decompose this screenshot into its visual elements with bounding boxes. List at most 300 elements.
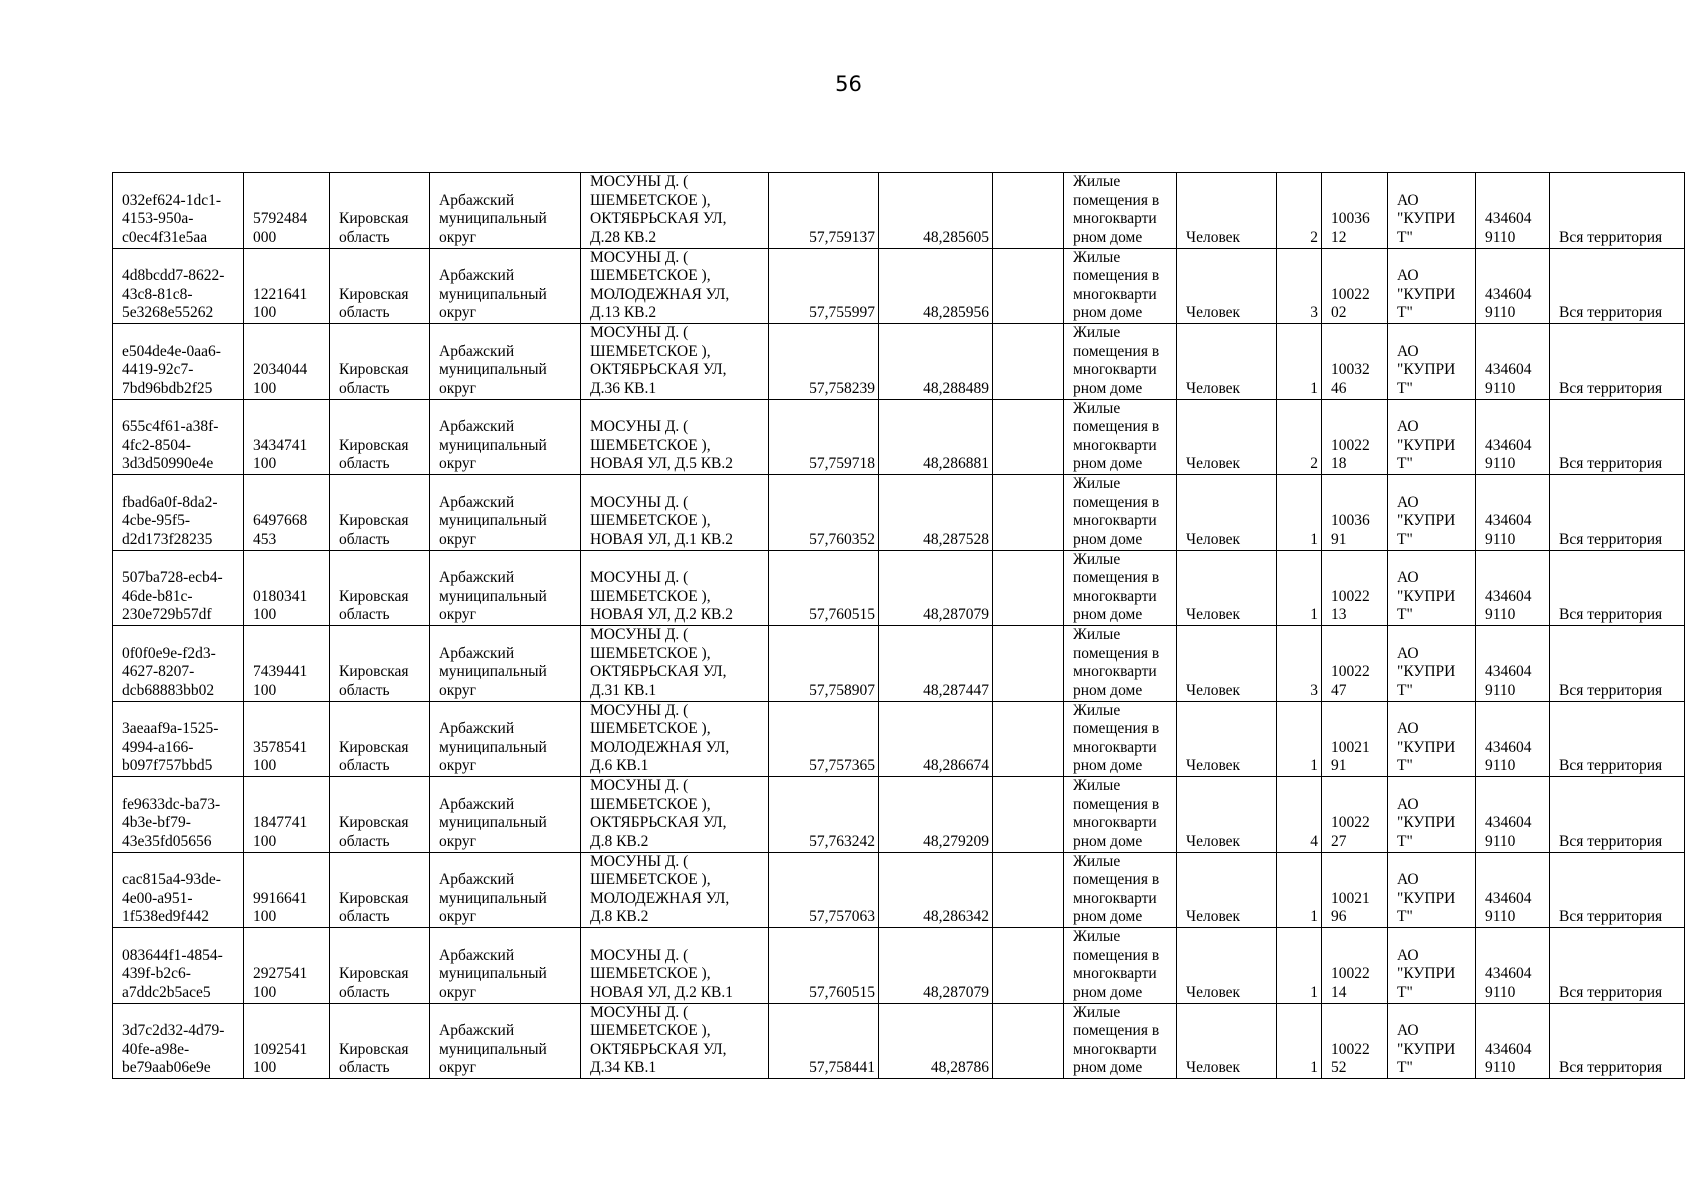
object-type-cell-line: Жилые: [1073, 475, 1121, 493]
district-cell-line: Арбажский: [439, 946, 515, 964]
inn-cell: [1476, 248, 1550, 324]
object-type-cell-line: Жилые: [1073, 248, 1121, 266]
code-cell-line: 1092541: [253, 1040, 308, 1058]
code-cell: [244, 399, 330, 475]
region-cell-line: область: [339, 983, 390, 1001]
longitude-cell: 48,285605: [879, 173, 993, 249]
object-id-cell-line: 083644f1-4854-: [122, 946, 223, 964]
object-id-cell-line: a7ddc2b5ace5: [122, 983, 211, 1001]
number-cell: [1322, 852, 1388, 928]
address-cell: [581, 1003, 769, 1079]
object-type-cell-line: помещения в: [1073, 795, 1160, 813]
empty-cell: [993, 324, 1064, 400]
object-id-cell: [113, 852, 244, 928]
inn-cell-line: 434604: [1485, 738, 1532, 756]
number-cell: [1322, 248, 1388, 324]
address-cell-line: МОСУНЫ Д. (: [590, 418, 689, 436]
table-row: [113, 475, 1685, 551]
object-type-cell-line: Жилые: [1073, 852, 1121, 870]
address-cell-line: ШЕМБЕТСКОЕ ),: [590, 644, 711, 662]
object-type-cell-line: многокварти: [1073, 889, 1157, 907]
number-cell: [1322, 701, 1388, 777]
address-cell-line: Д.6 КВ.1: [590, 757, 649, 775]
organization-cell-line: Т": [1397, 606, 1413, 624]
table-row: [113, 777, 1685, 853]
code-cell-line: 1847741: [253, 814, 308, 832]
latitude-cell: 57,763242: [769, 777, 879, 853]
object-id-cell: [113, 248, 244, 324]
inn-cell-line: 434604: [1485, 965, 1532, 983]
organization-cell-line: "КУПРИ: [1397, 738, 1456, 756]
district-cell-line: муниципальный: [439, 738, 547, 756]
address-cell-line: ОКТЯБРЬСКАЯ УЛ,: [590, 210, 727, 228]
district-cell-line: округ: [439, 455, 476, 473]
code-cell-line: 6497668: [253, 512, 308, 530]
object-type-cell-line: многокварти: [1073, 285, 1157, 303]
object-type-cell: [1064, 248, 1177, 324]
number-cell-line: 10022: [1331, 587, 1370, 605]
organization-cell-line: Т": [1397, 455, 1413, 473]
code-cell-line: 2927541: [253, 965, 308, 983]
address-cell-line: ОКТЯБРЬСКАЯ УЛ,: [590, 663, 727, 681]
address-cell-line: ШЕМБЕТСКОЕ ),: [590, 1022, 711, 1040]
address-cell-line: НОВАЯ УЛ, Д.2 КВ.1: [590, 983, 734, 1001]
inn-cell-line: 9110: [1485, 983, 1516, 1001]
region-cell-line: Кировская: [339, 512, 409, 530]
organization-cell-line: "КУПРИ: [1397, 889, 1456, 907]
number-cell-line: 13: [1331, 606, 1347, 624]
number-cell-line: 12: [1331, 228, 1347, 246]
organization-cell-line: Т": [1397, 832, 1413, 850]
inn-cell-line: 9110: [1485, 228, 1516, 246]
number-cell-line: 10022: [1331, 663, 1370, 681]
code-cell: [244, 626, 330, 702]
object-type-cell-line: рном доме: [1073, 228, 1143, 246]
address-cell-line: ШЕМБЕТСКОЕ ),: [590, 267, 711, 285]
region-cell-line: область: [339, 681, 390, 699]
number-cell-line: 18: [1331, 455, 1347, 473]
inn-cell-line: 434604: [1485, 512, 1532, 530]
district-cell-line: Арбажский: [439, 342, 515, 360]
number-cell-line: 10021: [1331, 889, 1370, 907]
address-cell-line: ШЕМБЕТСКОЕ ),: [590, 965, 711, 983]
object-id-cell-line: 032ef624-1dc1-: [122, 191, 221, 209]
coverage-area-cell: Вся территория: [1550, 928, 1685, 1004]
object-type-cell-line: Жилые: [1073, 626, 1121, 644]
district-cell-line: муниципальный: [439, 587, 547, 605]
number-cell-line: 91: [1331, 757, 1347, 775]
object-type-cell-line: Жилые: [1073, 928, 1121, 946]
empty-cell: [993, 928, 1064, 1004]
inn-cell-line: 434604: [1485, 1040, 1532, 1058]
unit-cell: Человек: [1177, 701, 1277, 777]
address-cell-line: Д.8 КВ.2: [590, 908, 649, 926]
code-cell-line: 100: [253, 455, 277, 473]
organization-cell-line: Т": [1397, 1059, 1413, 1077]
organization-cell: [1388, 852, 1476, 928]
unit-cell: Человек: [1177, 550, 1277, 626]
region-cell: [330, 701, 430, 777]
district-cell-line: округ: [439, 757, 476, 775]
object-type-cell-line: многокварти: [1073, 210, 1157, 228]
empty-cell: [993, 475, 1064, 551]
district-cell: [430, 701, 581, 777]
organization-cell-line: АО: [1397, 1022, 1419, 1040]
organization-cell-line: АО: [1397, 871, 1419, 889]
address-cell-line: МОСУНЫ Д. (: [590, 626, 689, 644]
district-cell-line: Арбажский: [439, 644, 515, 662]
number-cell: [1322, 475, 1388, 551]
object-type-cell-line: многокварти: [1073, 965, 1157, 983]
object-id-cell: [113, 777, 244, 853]
address-cell-line: ШЕМБЕТСКОЕ ),: [590, 795, 711, 813]
code-cell-line: 100: [253, 908, 277, 926]
code-cell-line: 100: [253, 757, 277, 775]
address-cell-line: Д.13 КВ.2: [590, 304, 657, 322]
number-cell-line: 10022: [1331, 965, 1370, 983]
object-type-cell: [1064, 852, 1177, 928]
region-cell: [330, 852, 430, 928]
latitude-cell: 57,759137: [769, 173, 879, 249]
code-cell-line: 0180341: [253, 587, 308, 605]
organization-cell-line: Т": [1397, 757, 1413, 775]
district-cell-line: округ: [439, 1059, 476, 1077]
quantity-cell: 1: [1277, 928, 1322, 1004]
number-cell-line: 91: [1331, 530, 1347, 548]
object-id-cell-line: 43e35fd05656: [122, 832, 212, 850]
object-type-cell-line: рном доме: [1073, 681, 1143, 699]
table-row: [113, 324, 1685, 400]
inn-cell-line: 434604: [1485, 436, 1532, 454]
object-id-cell-line: fe9633dc-ba73-: [122, 795, 221, 813]
district-cell-line: муниципальный: [439, 512, 547, 530]
object-type-cell-line: помещения в: [1073, 720, 1160, 738]
organization-cell-line: АО: [1397, 946, 1419, 964]
district-cell-line: муниципальный: [439, 285, 547, 303]
district-cell: [430, 324, 581, 400]
district-cell-line: муниципальный: [439, 663, 547, 681]
number-cell-line: 10022: [1331, 1040, 1370, 1058]
address-cell: [581, 324, 769, 400]
object-type-cell-line: рном доме: [1073, 983, 1143, 1001]
object-id-cell: [113, 1003, 244, 1079]
organization-cell-line: АО: [1397, 644, 1419, 662]
address-cell: [581, 248, 769, 324]
object-id-cell: [113, 701, 244, 777]
code-cell: [244, 852, 330, 928]
address-cell-line: МОСУНЫ Д. (: [590, 569, 689, 587]
object-type-cell-line: Жилые: [1073, 550, 1121, 568]
code-cell-line: 2034044: [253, 361, 308, 379]
district-cell-line: муниципальный: [439, 965, 547, 983]
inn-cell-line: 9110: [1485, 379, 1516, 397]
object-type-cell-line: многокварти: [1073, 512, 1157, 530]
number-cell-line: 10036: [1331, 512, 1370, 530]
object-type-cell-line: многокварти: [1073, 436, 1157, 454]
latitude-cell: 57,759718: [769, 399, 879, 475]
coverage-area-cell: Вся территория: [1550, 399, 1685, 475]
object-type-cell-line: помещения в: [1073, 267, 1160, 285]
code-cell-line: 1221641: [253, 285, 308, 303]
empty-cell: [993, 1003, 1064, 1079]
object-type-cell-line: рном доме: [1073, 1059, 1143, 1077]
inn-cell-line: 9110: [1485, 757, 1516, 775]
region-cell-line: область: [339, 606, 390, 624]
region-cell-line: Кировская: [339, 663, 409, 681]
address-cell-line: МОЛОДЕЖНАЯ УЛ,: [590, 738, 730, 756]
quantity-cell: 2: [1277, 173, 1322, 249]
inn-cell: [1476, 173, 1550, 249]
object-type-cell: [1064, 173, 1177, 249]
object-type-cell-line: помещения в: [1073, 342, 1160, 360]
region-cell-line: область: [339, 908, 390, 926]
code-cell: [244, 777, 330, 853]
object-id-cell-line: fbad6a0f-8da2-: [122, 493, 218, 511]
object-id-cell-line: 507ba728-ecb4-: [122, 569, 223, 587]
quantity-cell: 2: [1277, 399, 1322, 475]
organization-cell-line: АО: [1397, 493, 1419, 511]
district-cell: [430, 852, 581, 928]
table-row: [113, 626, 1685, 702]
district-cell-line: Арбажский: [439, 795, 515, 813]
organization-cell-line: Т": [1397, 379, 1413, 397]
object-id-cell: [113, 928, 244, 1004]
district-cell-line: муниципальный: [439, 210, 547, 228]
organization-cell-line: "КУПРИ: [1397, 361, 1456, 379]
object-type-cell-line: Жилые: [1073, 173, 1121, 191]
object-id-cell: [113, 324, 244, 400]
code-cell-line: 9916641: [253, 889, 308, 907]
district-cell-line: муниципальный: [439, 814, 547, 832]
object-type-cell-line: рном доме: [1073, 455, 1143, 473]
empty-cell: [993, 550, 1064, 626]
region-cell: [330, 475, 430, 551]
quantity-cell: 1: [1277, 550, 1322, 626]
coverage-area-cell: Вся территория: [1550, 475, 1685, 551]
region-cell: [330, 324, 430, 400]
address-cell-line: Д.36 КВ.1: [590, 379, 657, 397]
object-type-cell-line: многокварти: [1073, 663, 1157, 681]
object-id-cell-line: c0ec4f31e5aa: [122, 228, 208, 246]
latitude-cell: 57,757365: [769, 701, 879, 777]
number-cell-line: 02: [1331, 304, 1347, 322]
inn-cell-line: 9110: [1485, 908, 1516, 926]
district-cell: [430, 626, 581, 702]
object-type-cell-line: рном доме: [1073, 757, 1143, 775]
registry-table: [112, 172, 1685, 1079]
object-id-cell-line: 5e3268e55262: [122, 304, 214, 322]
quantity-cell: 3: [1277, 626, 1322, 702]
address-cell-line: ШЕМБЕТСКОЕ ),: [590, 720, 711, 738]
coverage-area-cell: Вся территория: [1550, 173, 1685, 249]
object-id-cell-line: 4419-92c7-: [122, 361, 194, 379]
code-cell: [244, 475, 330, 551]
number-cell-line: 46: [1331, 379, 1347, 397]
longitude-cell: 48,285956: [879, 248, 993, 324]
address-cell: [581, 852, 769, 928]
object-type-cell-line: Жилые: [1073, 399, 1121, 417]
organization-cell-line: "КУПРИ: [1397, 285, 1456, 303]
region-cell-line: область: [339, 455, 390, 473]
latitude-cell: 57,757063: [769, 852, 879, 928]
district-cell-line: Арбажский: [439, 267, 515, 285]
inn-cell: [1476, 701, 1550, 777]
object-type-cell-line: помещения в: [1073, 418, 1160, 436]
region-cell: [330, 777, 430, 853]
object-id-cell: [113, 626, 244, 702]
unit-cell: Человек: [1177, 248, 1277, 324]
object-type-cell-line: рном доме: [1073, 606, 1143, 624]
code-cell: [244, 324, 330, 400]
object-type-cell-line: Жилые: [1073, 1003, 1121, 1021]
organization-cell: [1388, 777, 1476, 853]
empty-cell: [993, 626, 1064, 702]
latitude-cell: 57,755997: [769, 248, 879, 324]
quantity-cell: 3: [1277, 248, 1322, 324]
organization-cell-line: Т": [1397, 983, 1413, 1001]
address-cell-line: МОСУНЫ Д. (: [590, 701, 689, 719]
longitude-cell: 48,286674: [879, 701, 993, 777]
code-cell-line: 100: [253, 681, 277, 699]
number-cell: [1322, 399, 1388, 475]
table-row: [113, 248, 1685, 324]
address-cell: [581, 475, 769, 551]
organization-cell: [1388, 550, 1476, 626]
object-id-cell-line: 230e729b57df: [122, 606, 212, 624]
number-cell: [1322, 928, 1388, 1004]
organization-cell: [1388, 475, 1476, 551]
organization-cell-line: АО: [1397, 191, 1419, 209]
code-cell-line: 100: [253, 1059, 277, 1077]
address-cell-line: НОВАЯ УЛ, Д.1 КВ.2: [590, 530, 734, 548]
district-cell: [430, 928, 581, 1004]
inn-cell-line: 9110: [1485, 530, 1516, 548]
object-id-cell-line: d2d173f28235: [122, 530, 213, 548]
address-cell-line: МОЛОДЕЖНАЯ УЛ,: [590, 889, 730, 907]
address-cell-line: ОКТЯБРЬСКАЯ УЛ,: [590, 1040, 727, 1058]
object-type-cell: [1064, 324, 1177, 400]
address-cell-line: НОВАЯ УЛ, Д.5 КВ.2: [590, 455, 734, 473]
object-type-cell-line: помещения в: [1073, 191, 1160, 209]
inn-cell-line: 434604: [1485, 587, 1532, 605]
object-type-cell: [1064, 475, 1177, 551]
inn-cell-line: 9110: [1485, 606, 1516, 624]
district-cell-line: Арбажский: [439, 493, 515, 511]
code-cell-line: 100: [253, 379, 277, 397]
address-cell-line: Д.34 КВ.1: [590, 1059, 657, 1077]
region-cell: [330, 173, 430, 249]
address-cell-line: ШЕМБЕТСКОЕ ),: [590, 587, 711, 605]
longitude-cell: 48,279209: [879, 777, 993, 853]
organization-cell-line: "КУПРИ: [1397, 663, 1456, 681]
longitude-cell: 48,287528: [879, 475, 993, 551]
object-type-cell-line: рном доме: [1073, 832, 1143, 850]
object-id-cell-line: 4627-8207-: [122, 663, 195, 681]
code-cell: [244, 173, 330, 249]
number-cell-line: 96: [1331, 908, 1347, 926]
number-cell: [1322, 1003, 1388, 1079]
number-cell-line: 14: [1331, 983, 1347, 1001]
latitude-cell: 57,758907: [769, 626, 879, 702]
address-cell-line: НОВАЯ УЛ, Д.2 КВ.2: [590, 606, 734, 624]
inn-cell-line: 434604: [1485, 663, 1532, 681]
code-cell-line: 000: [253, 228, 277, 246]
inn-cell: [1476, 475, 1550, 551]
address-cell-line: ШЕМБЕТСКОЕ ),: [590, 191, 711, 209]
address-cell-line: ШЕМБЕТСКОЕ ),: [590, 871, 711, 889]
object-id-cell-line: 40fe-a98e-: [122, 1040, 190, 1058]
object-type-cell-line: помещения в: [1073, 569, 1160, 587]
district-cell-line: муниципальный: [439, 436, 547, 454]
coverage-area-cell: Вся территория: [1550, 1003, 1685, 1079]
latitude-cell: 57,760515: [769, 928, 879, 1004]
organization-cell-line: "КУПРИ: [1397, 512, 1456, 530]
region-cell-line: Кировская: [339, 1040, 409, 1058]
object-id-cell: [113, 399, 244, 475]
district-cell-line: Арбажский: [439, 569, 515, 587]
address-cell: [581, 701, 769, 777]
organization-cell: [1388, 1003, 1476, 1079]
object-id-cell-line: 3d7c2d32-4d79-: [122, 1022, 225, 1040]
organization-cell-line: Т": [1397, 681, 1413, 699]
coverage-area-cell: Вся территория: [1550, 777, 1685, 853]
district-cell: [430, 475, 581, 551]
object-type-cell-line: рном доме: [1073, 908, 1143, 926]
object-type-cell-line: Жилые: [1073, 777, 1121, 795]
address-cell: [581, 550, 769, 626]
quantity-cell: 1: [1277, 852, 1322, 928]
inn-cell-line: 9110: [1485, 681, 1516, 699]
unit-cell: Человек: [1177, 626, 1277, 702]
coverage-area-cell: Вся территория: [1550, 248, 1685, 324]
code-cell-line: 5792484: [253, 210, 308, 228]
district-cell: [430, 1003, 581, 1079]
table-row: [113, 399, 1685, 475]
number-cell: [1322, 173, 1388, 249]
quantity-cell: 1: [1277, 475, 1322, 551]
district-cell-line: округ: [439, 606, 476, 624]
object-type-cell-line: рном доме: [1073, 379, 1143, 397]
unit-cell: Человек: [1177, 1003, 1277, 1079]
district-cell: [430, 550, 581, 626]
number-cell: [1322, 324, 1388, 400]
district-cell-line: округ: [439, 681, 476, 699]
region-cell: [330, 1003, 430, 1079]
number-cell: [1322, 626, 1388, 702]
region-cell-line: Кировская: [339, 738, 409, 756]
organization-cell-line: АО: [1397, 267, 1419, 285]
object-id-cell-line: dcb68883bb02: [122, 681, 215, 699]
organization-cell: [1388, 928, 1476, 1004]
object-type-cell-line: рном доме: [1073, 530, 1143, 548]
address-cell-line: МОСУНЫ Д. (: [590, 173, 689, 191]
address-cell-line: ШЕМБЕТСКОЕ ),: [590, 512, 711, 530]
object-id-cell-line: e504de4e-0aa6-: [122, 342, 221, 360]
object-id-cell-line: b097f757bbd5: [122, 757, 213, 775]
code-cell-line: 7439441: [253, 663, 308, 681]
empty-cell: [993, 852, 1064, 928]
region-cell-line: область: [339, 304, 390, 322]
region-cell-line: область: [339, 1059, 390, 1077]
region-cell-line: область: [339, 379, 390, 397]
organization-cell-line: Т": [1397, 228, 1413, 246]
region-cell-line: Кировская: [339, 889, 409, 907]
table-row: [113, 173, 1685, 249]
region-cell-line: Кировская: [339, 210, 409, 228]
object-type-cell: [1064, 701, 1177, 777]
longitude-cell: 48,286881: [879, 399, 993, 475]
address-cell-line: МОСУНЫ Д. (: [590, 946, 689, 964]
